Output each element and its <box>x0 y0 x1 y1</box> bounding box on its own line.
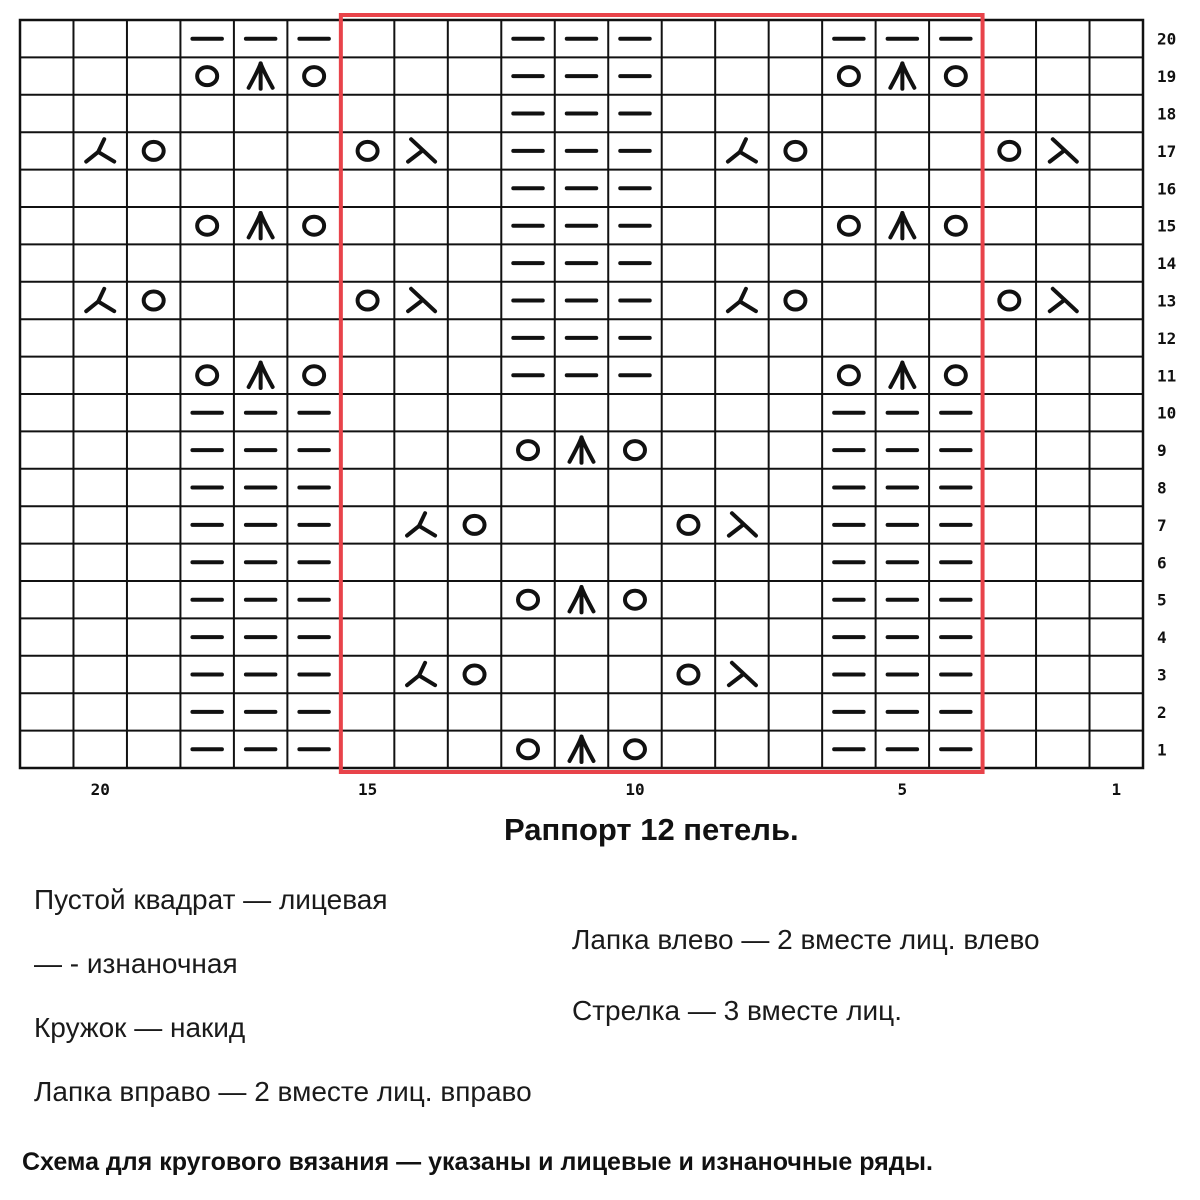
decrease-right-symbol <box>728 289 756 311</box>
column-number-labels <box>91 780 1122 799</box>
row-number: 4 <box>1157 628 1167 648</box>
yarn-over-symbol <box>304 67 324 85</box>
yarn-over-symbol <box>358 292 378 310</box>
row-number: 5 <box>1157 590 1167 610</box>
legend-empty-square: Пустой квадрат — лицевая <box>34 884 388 915</box>
footnote: Схема для кругового вязания — указаны и лицевые и изнаночные ряды. <box>22 1148 933 1176</box>
legend-purl: — - изнаночная <box>34 948 238 979</box>
legend-paw-left: Лапка влево — 2 вместе лиц. влево <box>572 924 1040 955</box>
yarn-over-symbol <box>465 666 485 684</box>
k3tog-symbol <box>570 737 594 762</box>
row-number: 15 <box>1157 216 1177 236</box>
yarn-over-symbol <box>197 217 217 235</box>
k3tog-symbol <box>890 213 914 238</box>
yarn-over-symbol <box>304 217 324 235</box>
k3tog-symbol <box>890 63 914 88</box>
row-number: 16 <box>1157 179 1177 199</box>
row-number: 7 <box>1157 515 1167 535</box>
column-number: 5 <box>897 780 908 799</box>
decrease-left-symbol <box>729 513 756 535</box>
k3tog-symbol <box>570 437 594 462</box>
yarn-over-symbol <box>304 366 324 384</box>
row-number: 11 <box>1157 366 1177 386</box>
row-number: 17 <box>1157 141 1177 161</box>
yarn-over-symbol <box>144 142 164 160</box>
decrease-left-symbol <box>408 139 435 161</box>
yarn-over-symbol <box>358 142 378 160</box>
row-number: 13 <box>1157 291 1177 311</box>
column-number: 1 <box>1111 780 1122 799</box>
yarn-over-symbol <box>999 292 1019 310</box>
row-number: 10 <box>1157 403 1177 423</box>
row-number: 8 <box>1157 478 1167 498</box>
yarn-over-symbol <box>946 217 966 235</box>
yarn-over-symbol <box>839 67 859 85</box>
row-number: 3 <box>1157 665 1167 685</box>
yarn-over-symbol <box>625 591 645 609</box>
row-number: 14 <box>1157 254 1177 274</box>
yarn-over-symbol <box>946 366 966 384</box>
chart-grid <box>20 20 1143 768</box>
row-number: 6 <box>1157 553 1167 573</box>
yarn-over-symbol <box>518 591 538 609</box>
decrease-left-symbol <box>1050 139 1077 161</box>
yarn-over-symbol <box>999 142 1019 160</box>
yarn-over-symbol <box>197 366 217 384</box>
yarn-over-symbol <box>518 740 538 758</box>
yarn-over-symbol <box>144 292 164 310</box>
yarn-over-symbol <box>946 67 966 85</box>
column-number: 15 <box>357 780 378 799</box>
decrease-left-symbol <box>408 289 435 311</box>
yarn-over-symbol <box>785 292 805 310</box>
yarn-over-symbol <box>625 441 645 459</box>
row-number: 20 <box>1157 29 1177 49</box>
row-number-labels <box>1157 30 1176 760</box>
column-number: 10 <box>625 780 645 799</box>
yarn-over-symbol <box>785 142 805 160</box>
decrease-right-symbol <box>407 663 435 685</box>
chart-title: Раппорт 12 петель. <box>504 812 799 847</box>
row-number: 1 <box>1157 740 1167 760</box>
row-number: 12 <box>1157 328 1177 348</box>
row-number: 9 <box>1157 441 1167 461</box>
yarn-over-symbol <box>197 67 217 85</box>
yarn-over-symbol <box>465 516 485 534</box>
decrease-left-symbol <box>729 663 756 685</box>
legend-yarn-over: Кружок — накид <box>34 1012 246 1043</box>
yarn-over-symbol <box>518 441 538 459</box>
yarn-over-symbol <box>839 217 859 235</box>
row-number: 19 <box>1157 67 1177 87</box>
decrease-right-symbol <box>728 139 756 161</box>
decrease-right-symbol <box>86 289 114 311</box>
k3tog-symbol <box>249 213 273 238</box>
column-number: 20 <box>90 780 110 799</box>
legend-arrow: Стрелка — 3 вместе лиц. <box>572 995 902 1026</box>
yarn-over-symbol <box>678 516 698 534</box>
k3tog-symbol <box>249 363 273 388</box>
k3tog-symbol <box>570 587 594 612</box>
yarn-over-symbol <box>678 666 698 684</box>
decrease-right-symbol <box>407 513 435 535</box>
k3tog-symbol <box>890 363 914 388</box>
row-number: 2 <box>1157 702 1167 722</box>
k3tog-symbol <box>249 63 273 88</box>
legend-paw-right: Лапка вправо — 2 вместе лиц. вправо <box>34 1076 532 1107</box>
decrease-left-symbol <box>1050 289 1077 311</box>
yarn-over-symbol <box>625 740 645 758</box>
yarn-over-symbol <box>839 366 859 384</box>
decrease-right-symbol <box>86 139 114 161</box>
row-number: 18 <box>1157 104 1177 124</box>
